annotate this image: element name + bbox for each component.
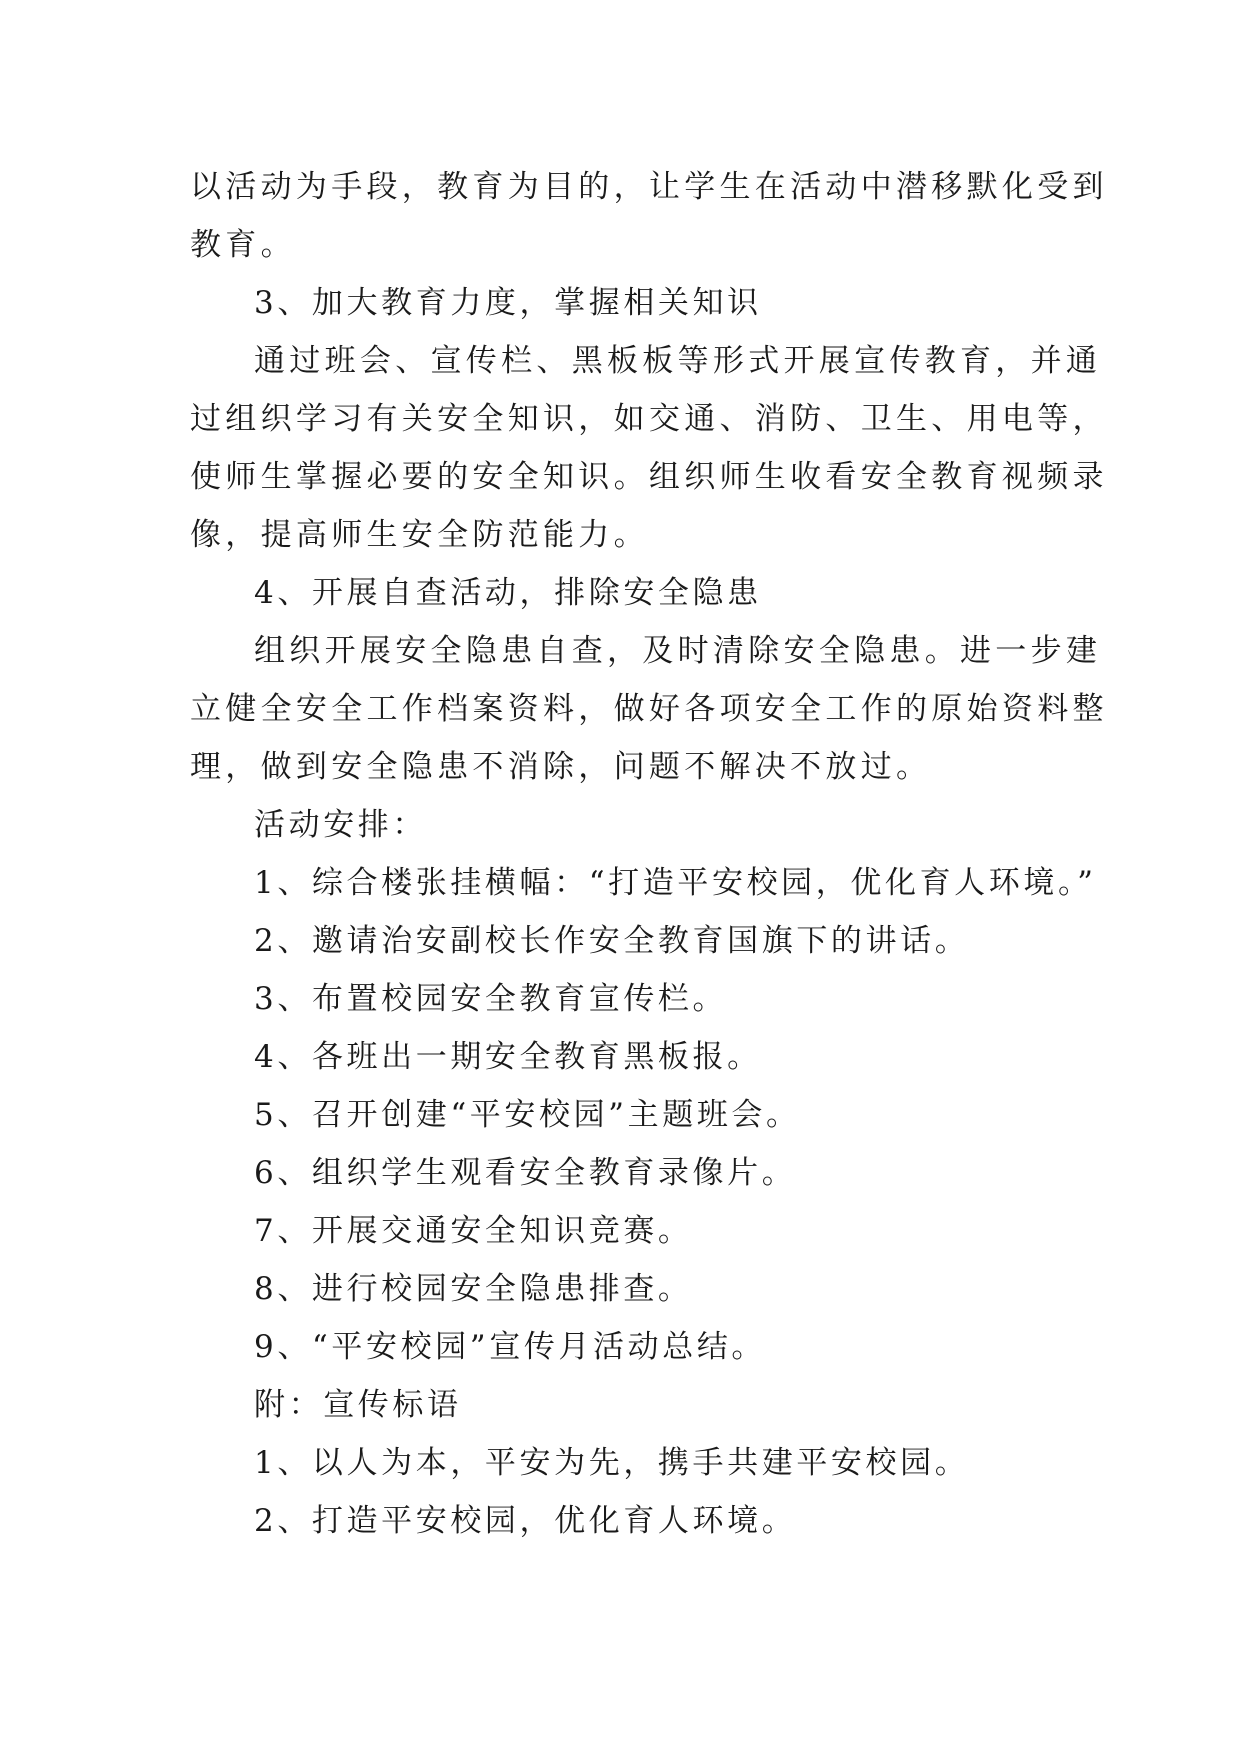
section-heading: 3、加大教育力度，掌握相关知识 (254, 285, 762, 321)
paragraph-line: 教育。 (190, 227, 296, 263)
activity-item: 4、各班出一期安全教育黑板报。 (254, 1039, 762, 1075)
paragraph-line: 立健全安全工作档案资料，做好各项安全工作的原始资料整 (190, 691, 1108, 727)
paragraph-line: 组织开展安全隐患自查，及时清除安全隐患。进一步建 (254, 633, 1102, 669)
slogan-item: 2、打造平安校园，优化育人环境。 (254, 1503, 797, 1539)
paragraph-line: 使师生掌握必要的安全知识。组织师生收看安全教育视频录 (190, 459, 1108, 495)
activity-item: 6、组织学生观看安全教育录像片。 (254, 1155, 797, 1191)
activity-item: 8、进行校园安全隐患排查。 (254, 1271, 693, 1307)
paragraph-line: 通过班会、宣传栏、黑板板等形式开展宣传教育，并通 (254, 343, 1102, 379)
activity-item: 1、综合楼张挂横幅：“打造平安校园，优化育人环境。” (254, 865, 1097, 901)
activity-item: 2、邀请治安副校长作安全教育国旗下的讲话。 (254, 923, 970, 959)
paragraph-line: 像，提高师生安全防范能力。 (190, 517, 649, 553)
slogan-heading: 附：宣传标语 (254, 1387, 462, 1423)
document-body (190, 158, 1108, 1550)
activity-item: 9、“平安校园”宣传月活动总结。 (254, 1329, 767, 1365)
activity-heading: 活动安排： (254, 807, 427, 843)
paragraph-line: 理，做到安全隐患不消除，问题不解决不放过。 (190, 749, 932, 785)
activity-item: 7、开展交通安全知识竞赛。 (254, 1213, 693, 1249)
activity-item: 3、布置校园安全教育宣传栏。 (254, 981, 728, 1017)
section-heading: 4、开展自查活动，排除安全隐患 (254, 575, 762, 611)
activity-item: 5、召开创建“平安校园”主题班会。 (254, 1097, 801, 1133)
paragraph-line: 以活动为手段，教育为目的，让学生在活动中潜移默化受到 (190, 169, 1108, 205)
paragraph-line: 过组织学习有关安全知识，如交通、消防、卫生、用电等， (190, 401, 1108, 437)
slogan-item: 1、以人为本，平安为先，携手共建平安校园。 (254, 1445, 970, 1481)
